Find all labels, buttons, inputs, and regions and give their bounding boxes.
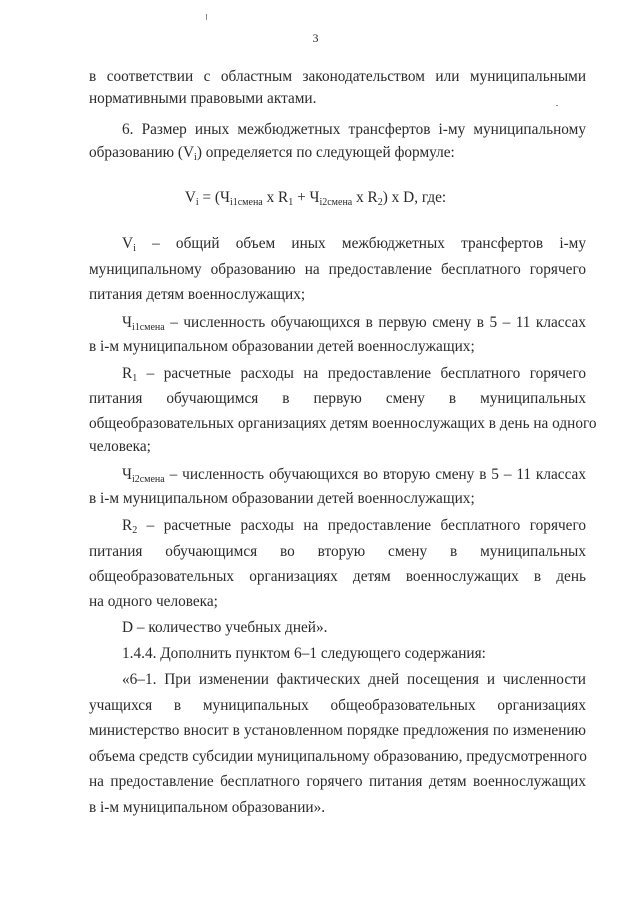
text-line: в i-м муниципальном образовании». bbox=[89, 799, 326, 816]
text-line: «6–1. При изменении фактических дней посещения и численности bbox=[122, 671, 586, 688]
text-line: на предоставление бесплатного горячего питания детям военнослужащих bbox=[89, 773, 586, 790]
text-line: $R_2$ – расчетные расходы на предоставление бесплатного горячего bbox=[122, 517, 586, 536]
text-line: $V_i$ – общий объем иных межбюджетных трансфертов i-му bbox=[122, 235, 586, 254]
text-line: $Ч_{i1смена}$ – численность обучающихся в первую смену в 5 – 11 классах bbox=[122, 314, 586, 333]
text-line: человека; bbox=[89, 438, 151, 455]
text-line: D – количество учебных дней». bbox=[122, 619, 328, 636]
text-line: питания обучающимся в первую смену в муниципальных bbox=[89, 390, 586, 407]
formula: $V_i = (Ч_{i1смена}$ х $R_1 + Ч_{i2смена}$ х $R_2$) х D, где: bbox=[184, 189, 447, 208]
text-line: 1.4.4. Дополнить пунктом 6–1 следующего содержания: bbox=[122, 645, 486, 662]
text-line: министерство вносит в установленном порядке предложения по изменению bbox=[89, 722, 586, 739]
text-line: в соответствии с областным законодательством или муниципальными bbox=[89, 68, 586, 85]
text-line: питания обучающимся во вторую смену в муниципальных bbox=[89, 543, 586, 560]
text-line: образованию $(V_i)$ определяется по следующей формуле: bbox=[89, 144, 455, 163]
text-line: $R_1$ – расчетные расходы на предоставление бесплатного горячего bbox=[122, 365, 586, 384]
text-line: учащихся в муниципальных общеобразовательных организациях bbox=[89, 697, 586, 714]
text-line: общеобразовательных организациях детям военнослужащих в день на одного bbox=[89, 415, 597, 432]
text-line: $Ч_{i2смена}$ – численность обучающихся во вторую смену в 5 – 11 классах bbox=[122, 466, 586, 485]
text-line: общеобразовательных организациях детям военнослужащих в день bbox=[89, 568, 586, 585]
text-line: питания детям военнослужащих; bbox=[89, 286, 306, 303]
scan-speck bbox=[206, 14, 207, 20]
text-line: в i-м муниципальном образовании детей военнослужащих; bbox=[89, 490, 475, 507]
text-line: объема средств субсидии муниципальному образованию, предусмотренного bbox=[89, 748, 587, 765]
text-line: в i-м муниципальном образовании детей военнослужащих; bbox=[89, 338, 475, 355]
text-line: на одного человека; bbox=[89, 593, 218, 610]
page-number: 3 bbox=[312, 31, 319, 45]
text-line: 6. Размер иных межбюджетных трансфертов i-му муниципальному bbox=[122, 121, 586, 138]
text-line: муниципальному образованию на предоставление бесплатного горячего bbox=[89, 261, 586, 278]
text-line: нормативными правовыми актами. bbox=[89, 90, 317, 107]
